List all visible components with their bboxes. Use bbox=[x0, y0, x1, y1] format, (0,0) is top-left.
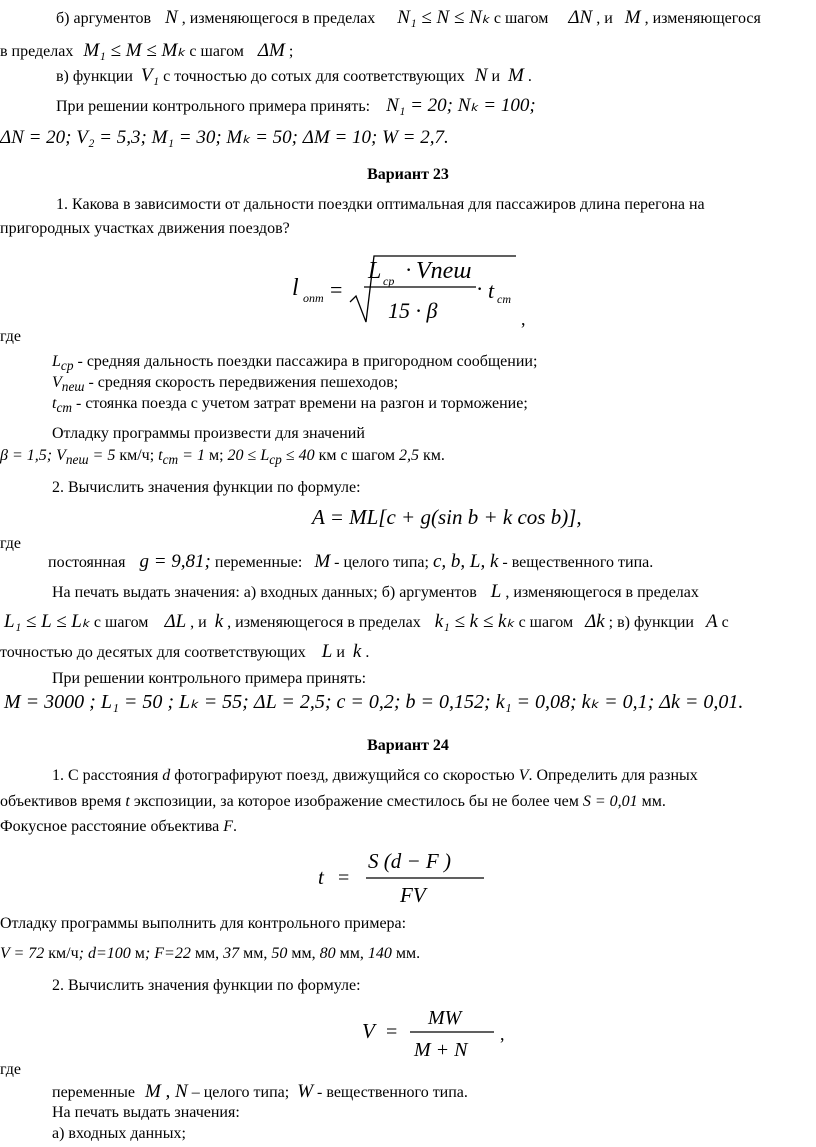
math-m: M bbox=[508, 65, 524, 86]
formula-t: t bbox=[488, 278, 495, 303]
math: 140 bbox=[367, 945, 392, 962]
def-text: - средняя скорость передвижения пешеходов; bbox=[84, 374, 399, 391]
text: м; bbox=[204, 447, 228, 464]
text: с bbox=[721, 614, 729, 631]
math: t bbox=[158, 447, 163, 464]
def-sub: ср bbox=[60, 358, 74, 374]
math-n: N bbox=[474, 65, 488, 86]
math-n-range: N₁ ≤ N ≤ Nₖ bbox=[397, 7, 490, 28]
math: d bbox=[162, 767, 171, 784]
math: F bbox=[223, 818, 233, 835]
text: мм. bbox=[637, 793, 666, 810]
math-m-range: M₁ ≤ M ≤ Mₖ bbox=[83, 40, 186, 61]
text: объективов время bbox=[0, 793, 126, 810]
task-1-text-cont: пригородных участках движения поездов? bbox=[0, 220, 290, 237]
text: , изменяющегося в пределах bbox=[227, 614, 421, 631]
formula-lcp-sub: ср bbox=[383, 274, 395, 288]
text: точностью до десятых для соответствующих bbox=[0, 644, 306, 661]
formula-denominator: M + N bbox=[414, 1039, 468, 1061]
print-text: На печать выдать значения: bbox=[52, 1104, 240, 1121]
text: , изменяющегося в пределах bbox=[505, 584, 699, 601]
debug-text: Отладку программы выполнить для контрольного примера: bbox=[0, 915, 407, 932]
text: . bbox=[365, 644, 370, 661]
formula-lcp: L bbox=[368, 258, 382, 284]
def-symbol: V bbox=[52, 374, 62, 391]
formula-comma: , bbox=[500, 1024, 505, 1044]
math-control-values: N₁ = 20; Nₖ = 100; bbox=[386, 95, 536, 116]
control-example-values: M = 3000 ; L₁ = 50 ; Lₖ = 55; ΔL = 2,5; c = 0,2; b = 0,152; k₁ = 0,08; kₖ = 0,1; Δk = 0,01. bbox=[4, 691, 744, 713]
formula-v: V bbox=[362, 1019, 375, 1043]
math-m: M bbox=[624, 7, 641, 28]
text: - вещественного типа. bbox=[502, 554, 654, 571]
text: км/ч; bbox=[115, 447, 159, 464]
math-n: N bbox=[165, 7, 178, 28]
text: ; в) функции bbox=[608, 614, 694, 631]
text: б) аргументов bbox=[56, 10, 152, 27]
formula-l: l bbox=[292, 275, 299, 301]
text: мм, bbox=[239, 945, 272, 962]
formula-t: t bbox=[318, 865, 324, 889]
math: k₁ ≤ k ≤ kₖ bbox=[434, 611, 515, 632]
text: мм, bbox=[190, 945, 224, 962]
formula-dot: · bbox=[476, 276, 484, 301]
math: g = 9,81; bbox=[139, 551, 211, 572]
text: При решении контрольного примера принять: bbox=[56, 98, 371, 115]
sub: ст bbox=[162, 452, 179, 468]
formula-l-sub: опт bbox=[303, 291, 324, 305]
math: L bbox=[321, 641, 333, 662]
math: 2,5 bbox=[399, 447, 420, 464]
def-symbol: L bbox=[52, 353, 61, 370]
text: , изменяющегося в пределах bbox=[181, 10, 376, 27]
text: экспозиции, за которое изображение сместилось бы не более чем bbox=[129, 793, 583, 810]
math-v1: V₁ bbox=[140, 65, 160, 86]
math: 80 bbox=[319, 945, 336, 962]
formula-dot: · bbox=[405, 257, 413, 282]
text: с шагом bbox=[518, 614, 574, 631]
text: , изменяющегося bbox=[644, 10, 761, 27]
math: W bbox=[297, 1081, 314, 1102]
formula-vpesh: Vпеш bbox=[416, 258, 472, 284]
text: ; bbox=[288, 43, 294, 60]
math: c, b, L, k bbox=[432, 551, 499, 572]
def-sub: пеш bbox=[61, 379, 85, 395]
text: с шагом bbox=[493, 10, 549, 27]
math: L bbox=[490, 581, 502, 602]
line-5-control-values: ΔN = 20; V₂ = 5,3; M₁ = 30; Mₖ = 50; ΔM = 10; W = 2,7. bbox=[0, 127, 449, 148]
math: M bbox=[314, 551, 331, 572]
text: мм, bbox=[287, 945, 320, 962]
text: . bbox=[527, 68, 532, 85]
text: мм. bbox=[391, 945, 421, 962]
math: t bbox=[125, 793, 130, 810]
print-item-a: а) входных данных; bbox=[52, 1125, 186, 1142]
formula-eq: = bbox=[386, 1021, 398, 1043]
formula-a: A = ML[c + g(sin b + k cos b)], bbox=[312, 505, 582, 529]
math: ΔL bbox=[164, 611, 187, 632]
text: км/ч bbox=[44, 945, 79, 962]
text: в пределах bbox=[0, 43, 74, 60]
where-label: где bbox=[0, 535, 22, 552]
text: переменные bbox=[52, 1084, 135, 1101]
text: На печать выдать значения: а) входных данных; б) аргументов bbox=[52, 584, 477, 601]
math: V bbox=[518, 767, 529, 784]
task-2-text: 2. Вычислить значения функции по формуле: bbox=[52, 479, 361, 496]
formula-numerator: MW bbox=[428, 1007, 462, 1029]
math: A bbox=[706, 611, 718, 632]
math: ; F=22 bbox=[144, 945, 191, 962]
math: 37 bbox=[223, 945, 240, 962]
text: Фокусное расстояние объектива bbox=[0, 818, 224, 835]
text: и bbox=[491, 68, 500, 85]
math: 20 ≤ L bbox=[227, 447, 270, 464]
sub: пеш bbox=[65, 452, 89, 468]
control-example-text: При решении контрольного примера принять: bbox=[52, 670, 367, 687]
def-sub: ст bbox=[56, 400, 72, 416]
text: с шагом bbox=[189, 43, 244, 60]
text: – целого типа; bbox=[191, 1084, 290, 1101]
sub: ср bbox=[269, 452, 282, 468]
heading-variant-23: Вариант 23 bbox=[367, 166, 449, 183]
vars-line bbox=[52, 1082, 468, 1103]
formula-denominator: 15 · β bbox=[388, 298, 438, 323]
text: - вещественного типа. bbox=[317, 1084, 468, 1101]
debug-text: Отладку программы произвести для значений bbox=[52, 425, 365, 442]
text: постоянная bbox=[48, 554, 126, 571]
math: ; d=100 bbox=[78, 945, 131, 962]
formula-eq: = bbox=[330, 277, 343, 302]
text: с шагом bbox=[93, 614, 149, 631]
formula-denominator: FV bbox=[400, 883, 426, 907]
text: м bbox=[130, 945, 145, 962]
text: км с шагом bbox=[314, 447, 400, 464]
math: Δk bbox=[585, 611, 605, 632]
math: V = 72 bbox=[0, 945, 45, 962]
heading-variant-24: Вариант 24 bbox=[367, 737, 449, 754]
math-delta-n: ΔN bbox=[568, 7, 593, 28]
math: L₁ ≤ L ≤ Lₖ bbox=[4, 611, 90, 632]
def-text: - стоянка поезда с учетом затрат времени на разгон и торможение; bbox=[72, 395, 528, 412]
def-text: - средняя дальность поездки пассажира в пригородном сообщении; bbox=[73, 353, 538, 370]
math-delta-m: ΔM bbox=[257, 40, 285, 61]
text: мм, bbox=[335, 945, 368, 962]
math: = 1 bbox=[178, 447, 205, 464]
math: = 5 bbox=[88, 447, 116, 464]
text: переменные: bbox=[214, 554, 303, 571]
text: км. bbox=[419, 447, 445, 464]
formula-numerator: S (d − F ) bbox=[368, 849, 451, 873]
text: и bbox=[336, 644, 345, 661]
math: ≤ 40 bbox=[281, 447, 315, 464]
text: фотографируют поезд, движущийся со скоростью bbox=[170, 767, 519, 784]
formula-t-sub: ст bbox=[497, 292, 511, 306]
task-2-text: 2. Вычислить значения функции по формуле: bbox=[52, 977, 361, 994]
text: с точностью до сотых для соответствующих bbox=[163, 68, 465, 85]
math: k bbox=[352, 641, 362, 662]
math: S = 0,01 bbox=[582, 793, 638, 810]
where-label: где bbox=[0, 1061, 22, 1078]
text: , и bbox=[596, 10, 613, 27]
math: β = 1,5; V bbox=[0, 447, 66, 464]
math: k bbox=[214, 611, 224, 632]
math: M , N bbox=[144, 1081, 188, 1102]
text: , и bbox=[190, 614, 207, 631]
where-label: где bbox=[0, 328, 22, 345]
def-symbol: t bbox=[52, 395, 57, 412]
formula-comma: , bbox=[521, 309, 526, 329]
text: . bbox=[232, 818, 237, 835]
math: 50 bbox=[271, 945, 288, 962]
text: . Определить для разных bbox=[528, 767, 698, 784]
formula-eq: = bbox=[338, 867, 350, 889]
text: в) функции bbox=[56, 68, 133, 85]
text: - целого типа; bbox=[334, 554, 429, 571]
text: 1. С расстояния bbox=[52, 767, 163, 784]
task-1-text: 1. Какова в зависимости от дальности поездки оптимальная для пассажиров длина перегона на bbox=[56, 196, 705, 213]
